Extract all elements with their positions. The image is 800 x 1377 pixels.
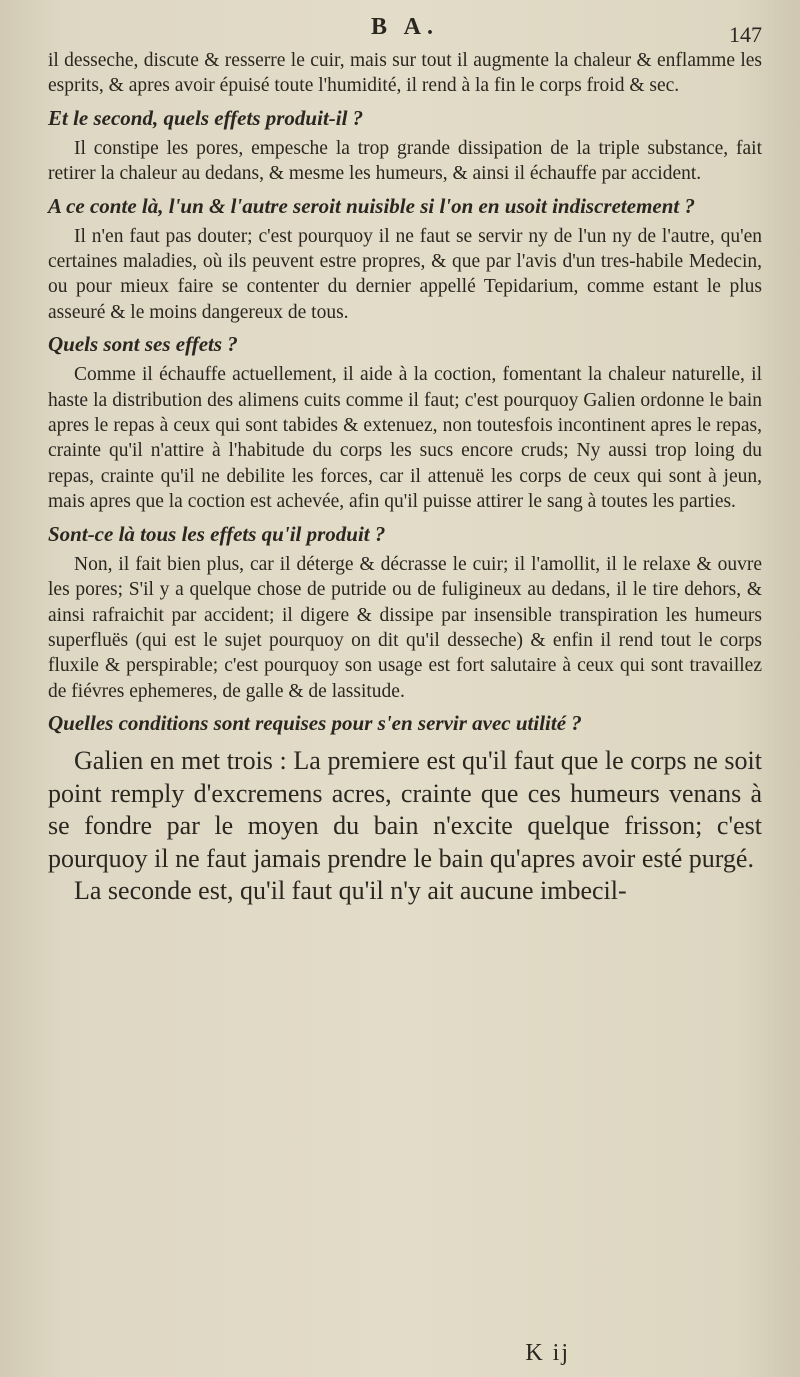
body-text xyxy=(48,48,762,737)
paragraph: La seconde est, qu'il faut qu'il n'y ait aucune imbecil- xyxy=(74,876,627,906)
page-header xyxy=(48,14,762,48)
paragraph: Il constipe les pores, empesche la trop grande dissipation de la triple substance, fait retirer la chaleur au dedans, & mesme les humeurs, & ainsi il échauffe par accident. xyxy=(48,137,762,185)
page-number: 147 xyxy=(729,22,762,47)
question-heading: Quels sont ses effets ? xyxy=(48,332,238,357)
question-heading: A ce conte là, l'un & l'autre seroit nuisible si l'on en usoit indiscretement ? xyxy=(48,193,695,218)
paragraph: il desseche, discute & resserre le cuir, mais sur tout il augmente la chaleur & enflamme les esprits, & apres avoir épuisé toute l'humidité, il rend à la fin le corps froid & sec. xyxy=(48,50,762,97)
running-head: B A. xyxy=(370,14,439,40)
paragraph: Comme il échauffe actuellement, il aide à la coction, fomentant la chaleur naturelle, il haste la distribution des alimens cuits comme il faut; c'est pourquoy Galien ordonne le bain apres le repas à ceux qui sont tabides & extenuez, non toutesfois incontinent apres le repas, crainte qu'il n'attire à l'habitude du corps les sucs encore cruds; Ny aussi trop loing du repas, crainte qu'il ne debilite les forces, car il attenuë les corps de ceux qui sont à jeun, mais apres que la coction est achevée, afin qu'il puisse attirer le sang à toutes les parties. xyxy=(48,364,762,513)
paragraph: Il n'en faut pas douter; c'est pourquoy il ne faut se servir ny de l'un ny de l'autre, qu'en certaines maladies, où ils peuvent estre propres, & que par l'avis d'un tres-habile Medecin, ou pour mieux faire se contenter du dernier appellé Tepidarium, comme estant le plus asseuré & le moins dangereux de tous. xyxy=(48,225,762,323)
question-heading: Sont-ce là tous les effets qu'il produit ? xyxy=(48,521,386,546)
body-text-large xyxy=(48,745,762,908)
paragraph: Galien en met trois : La premiere est qu'il faut que le corps ne soit point remply d'excremens acres, crainte que ces humeurs venans à se fondre par le moyen du bain n'excite quelque frisson; c'est pourquoy il ne faut jamais prendre le bain qu'apres avoir esté purgé. xyxy=(48,746,762,873)
question-heading: Quelles conditions sont requises pour s'en servir avec utilité ? xyxy=(48,711,582,736)
signature-mark: K ij xyxy=(525,1340,570,1366)
paragraph: Non, il fait bien plus, car il déterge & décrasse le cuir; il l'amollit, il le relaxe & ouvre les pores; S'il y a quelque chose de putride ou de fuligineux au dedans, il le tire dehors, & ainsi rafraichit par accident; il digere & dissipe par insensible transpiration les humeurs superfluës (qui est le sujet pourquoy on dit qu'il desseche) & enfin il rend tout le corps fluxile & perspirable; c'est pourquoy son usage est fort salutaire à ceux qui sont travaillez de fiévres ephemeres, de galle & de lassitude. xyxy=(48,553,762,702)
question-heading: Et le second, quels effets produit-il ? xyxy=(48,105,364,130)
